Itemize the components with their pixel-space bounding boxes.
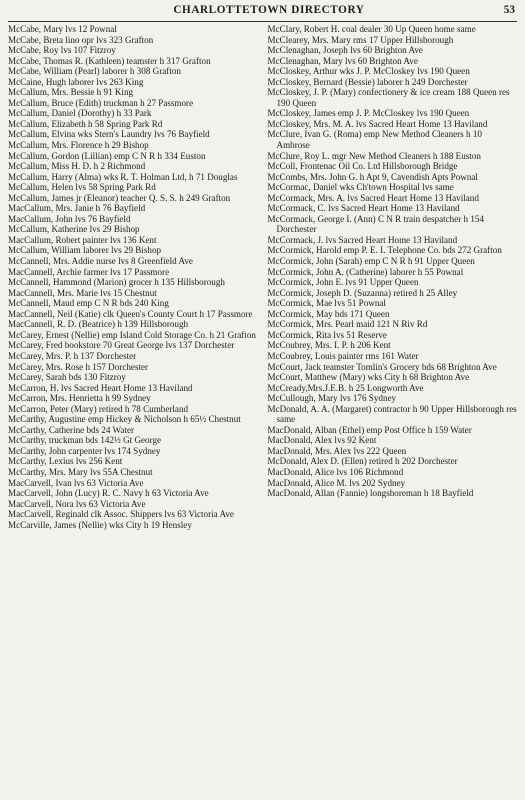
directory-entry: McCready,Mrs.J.E.B. h 25 Longworth Ave [267,382,424,393]
directory-entry: McCarron, Peter (Mary) retired h 78 Cumberland [8,403,189,414]
directory-entry: McCormick, Mae lvs 51 Pownal [267,298,386,309]
directory-entry: McCarthy, truckman bds 142½ Gt George [8,435,162,446]
directory-entry: McCormick, Rita lvs 51 Reserve [267,329,387,340]
directory-entry: McCabe, Thomas R. (Kathleen) teamster h 317 Grafton [8,55,211,66]
directory-entry: McCabe, Roy lvs 107 Fitzroy [8,45,116,56]
directory-entry: McClure, Roy L. mgr New Method Cleaners h 188 Euston [267,150,481,161]
directory-entry: McCarthy, Catherine bds 24 Water [8,424,135,435]
directory-entry: MacDonald, Alex lvs 92 Kent [267,435,377,446]
directory-entry: McCoubrey, Mrs. I. P. h 206 Kent [267,340,391,351]
directory-entry: McCarey, Ernest (Nellie) emp Island Cold Storage Co. h 21 Grafton [8,329,256,340]
directory-entry: McCallum, Elvina wks Stern's Laundry lvs 76 Bayfield [8,129,210,140]
directory-entry: McClenaghan, Mary lvs 60 Brighton Ave [267,55,418,66]
directory-entry: MacCallum, Mrs. Janie h 76 Bayfield [8,203,146,214]
directory-entry: MacCallum, Robert painter lvs 136 Kent [8,234,157,245]
directory-entry: McCannell, Hammond (Marion) grocer h 135 Hillsborough [8,277,225,288]
directory-entry: McClenaghan, Joseph lvs 60 Brighton Ave [267,45,423,56]
directory-entry: McClary, Robert H. coal dealer 30 Up Queen home same [267,24,476,34]
directory-entry: McCarthy, Mrs. Mary lvs 55A Chestnut [8,466,153,477]
directory-entry: McCloskey, James emp J. P. McCloskey lvs 190 Queen [267,108,470,119]
directory-entry: McCarthy, Augustine emp Hickey & Nicholson h 65½ Chestnut [8,414,241,425]
directory-entry: McCallum, Miss H. D. h 2 Richmond [8,161,146,172]
directory-entry: McCallum, Mrs. Florence h 29 Bishop [8,140,149,151]
directory-entry: MacCarvell, John (Lucy) R. C. Navy h 63 Victoria Ave [8,488,209,499]
directory-entry: McCombs, Mrs. John G. h Apt 9, Cavendish Apts Pownal [267,171,478,182]
directory-entry: McCormick, May bds 171 Queen [267,308,390,319]
directory-entry: McCormick, John E. lvs 91 Upper Queen [267,277,419,288]
directory-entry: MacDonald, Alban (Ethel) emp Post Office h 159 Water [267,424,472,435]
directory-entry: McCormick, Mrs. Pearl maid 121 N Riv Rd [267,319,428,330]
directory-entry: McCarthy, John carpenter lvs 174 Sydney [8,445,161,456]
directory-entry: McCoubrey, Louis painter rms 161 Water [267,350,419,361]
directory-entry: McCloskey, Bernard (Bessie) laborer h 249 Dorchester [267,76,468,87]
directory-entry: McCourt, Jack teamster Tomlin's Grocery bds 68 Brighton Ave [267,361,497,372]
directory-entry: MacDonald, Alice lvs 106 Richmond [267,466,404,477]
directory-entry: McCannell, Mrs. Addie nurse lvs 8 Greenfield Ave [8,256,193,267]
directory-entry: McCarey, Mrs. Rose h 157 Dorchester [8,361,149,372]
directory-entry: McCloskey, Arthur wks J. P. McCloskey lvs 190 Queen [267,66,470,77]
page-title: CHARLOTTETOWN DIRECTORY [173,4,365,16]
header-rule [8,21,517,22]
directory-entry: McCormick, John (Sarah) emp C N R h 91 Upper Queen [267,256,475,267]
directory-entry: McDonald, A. A. (Margaret) contractor h 90 Upper Hillsborough res same [267,403,517,425]
directory-entry: McCallum, James jr (Eleanor) teacher Q. S. S. h 249 Grafton [8,192,231,203]
directory-entry: McCallum, Helen lvs 58 Spring Park Rd [8,182,156,193]
directory-entry: McCormack, Mrs. A. lvs Sacred Heart Home 13 Haviland [267,192,479,203]
directory-entry: McCarey, Mrs. P. h 137 Dorchester [8,350,137,361]
directory-entry: McCormack, George I. (Ann) C N R train despatcher h 154 Dorchester [267,213,485,235]
directory-entry: McCormack, J. lvs Sacred Heart Home 13 Haviland [267,234,458,245]
directory-entry: McCallum, Mrs. Bessie h 91 King [8,87,134,98]
directory-entry: McCallum, Daniel (Dorothy) h 33 Park [8,108,152,119]
directory-entry: McDonald, Alex D. (Ellen) retired h 202 Dorchester [267,456,458,467]
directory-entry: McCormick, Joseph D. (Suzanna) retired h 25 Alley [267,287,458,298]
directory-entry: McCloskey, J. P. (Mary) confectionery & ice cream 188 Queen res 190 Queen [267,87,510,108]
directory-columns [8,24,517,530]
directory-entry: McCabe, William (Pearl) laborer h 308 Grafton [8,66,181,77]
directory-entry: McCarville, James (Nellie) wks City h 19 Hensley [8,519,192,530]
directory-entry: McCarron, Mrs. Henrietta h 99 Sydney [8,393,151,404]
directory-entry: McCarey, Fred bookstore 70 Great George lvs 137 Dorchester [8,340,235,351]
directory-entry: McCloskey, Mrs. M. A. lvs Sacred Heart Home 13 Haviland [267,118,488,129]
directory-entry: McCormack, C. lvs Sacred Heart Home 13 Haviland [267,203,460,214]
page-header [8,4,517,20]
directory-entry: MacCarvell, Nora lvs 63 Victoria Ave [8,498,146,509]
directory-entry: MacCarvell, Ivan lvs 63 Victoria Ave [8,477,144,488]
directory-entry: McCormac, Daniel wks Ch'town Hospital lvs same [267,182,454,193]
directory-entry: MacDonald, Alice M. lvs 202 Sydney [267,477,406,488]
directory-entry: McCarey, Sarah bds 130 Fitzroy [8,372,126,383]
directory-entry: MacDonald, Mrs. Alex lvs 222 Queen [267,445,407,456]
directory-entry: McCallum, Elizabeth h 58 Spring Park Rd [8,118,163,129]
directory-entry: MacCannell, R. D. (Beatrice) h 139 Hillsborough [8,319,189,330]
directory-entry: McCabe, Mary lvs 12 Pownal [8,24,117,34]
directory-entry: McCourt, Matthew (Mary) wks City h 68 Brighton Ave [267,372,470,383]
directory-entry: McCallum, Gordon (Lillian) emp C N R h 334 Euston [8,150,206,161]
directory-entry: McCallum, William laborer lvs 29 Bishop [8,245,162,256]
directory-entry: MacCallum, John lvs 76 Bayfield [8,213,131,224]
directory-entry: McCallum, Bruce (Edith) truckman h 27 Passmore [8,97,194,108]
left-column [8,24,258,530]
directory-entry: McCaine, Hugh laborer lvs 263 King [8,76,144,87]
directory-entry: McCannell, Maud emp C N R bds 240 King [8,298,169,309]
right-column [268,24,518,530]
directory-entry: McCallum, Katherine lvs 29 Bishop [8,224,140,235]
directory-entry: McCullough, Mary lvs 176 Sydney [267,393,397,404]
directory-entry: McCormick, John A. (Catherine) laborer h 55 Pownal [267,266,464,277]
page-number: 53 [503,4,515,16]
directory-entry: MacCannell, Neil (Katie) clk Queen's County Court h 17 Passmore [8,308,253,319]
directory-entry: McCarthy, Lexius lvs 256 Kent [8,456,123,467]
directory-entry: MacCarvell, Reginald clk Assoc. Shippers lvs 63 Victoria Ave [8,509,234,520]
directory-entry: McCormick, Harold emp P. E. I. Telephone Co. bds 272 Grafton [267,245,502,256]
directory-entry: MacCannell, Archie farmer lvs 17 Passmore [8,266,170,277]
directory-entry: McClearey, Mrs. Mary rms 17 Upper Hillsborough [267,34,454,45]
directory-entry: McColl, Frontenac Oil Co. Ltd Hillsborough Bridge [267,161,458,172]
directory-entry: McClure, Ivan G. (Roma) emp New Method Cleaners h 10 Ambrose [267,129,482,151]
directory-entry: MacDonald, Allan (Fannie) longshoreman h 18 Bayfield [267,488,474,499]
directory-entry: McCarron, H. lvs Sacred Heart Home 13 Haviland [8,382,193,393]
directory-entry: McCabe, Breta lino opr lvs 323 Grafton [8,34,154,45]
directory-entry: McCallum, Harry (Alma) wks R. T. Holman Ltd, h 71 Douglas [8,171,238,182]
directory-entry: MacCannell, Mrs. Marie lvs 15 Chestnut [8,287,157,298]
